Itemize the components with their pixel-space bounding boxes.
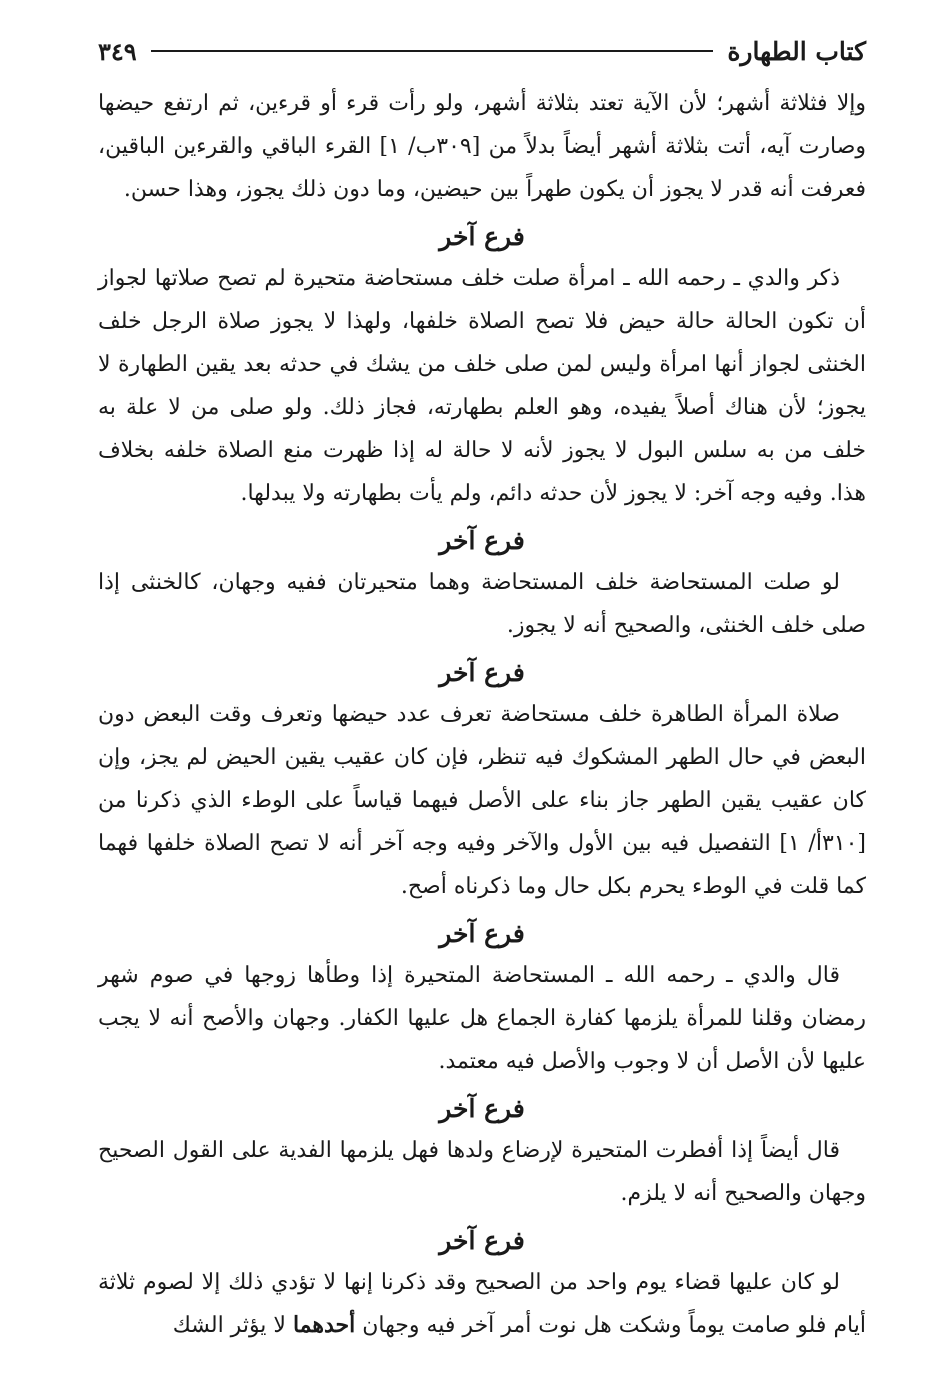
paragraph-text: لا يؤثر الشك — [172, 1313, 286, 1338]
page-body — [98, 82, 866, 1347]
bold-term: أحدهما — [292, 1312, 356, 1338]
page-header — [98, 34, 866, 68]
paragraph: ذكر والدي ـ رحمه الله ـ امرأة صلت خلف مستحاضة متحيرة لم تصح صلاتها لجواز أن تكون الحالة حالة حيض فلا تصح الصلاة خلفها، ولهذا لا يجوز صلاة الرجل خلف الخنثى لجواز أنها امرأة وليس لمن صلى خلف من يشك في حدثه بعد يقين الطهارة لا يجوز؛ لأن هناك أصلاً يفيده، وهو العلم بطهارته، فجاز ذلك. ولو صلى من لا علة به خلف من به سلس البول لا يجوز لأنه لا حالة له إذا ظهرت منع الصلاة خلفه بخلاف هذا. وفيه وجه آخر: لا يجوز لأن حدثه دائم، ولم يأت بطهارته ولا يبدلها. — [98, 266, 866, 506]
header-rule — [151, 50, 714, 52]
paragraph: لو صلت المستحاضة خلف المستحاضة وهما متحيرتان ففيه وجهان، كالخنثى إذا صلى خلف الخنثى، والصحيح أنه لا يجوز. — [98, 570, 866, 638]
section-heading: فرع آخر — [439, 222, 525, 251]
section-heading: فرع آخر — [439, 526, 525, 555]
page-number: ٣٤٩ — [98, 36, 137, 66]
section-heading: فرع آخر — [439, 658, 525, 687]
section-heading: فرع آخر — [439, 1226, 525, 1255]
paragraph-text: لو كان عليها قضاء يوم واحد من الصحيح وقد ذكرنا إنها لا تؤدي ذلك إلا لصوم ثلاثة أيام فلو صامت يوماً وشكت هل نوت أمر آخر فيه وجهان — [98, 1270, 866, 1338]
paragraph: قال والدي ـ رحمه الله ـ المستحاضة المتحيرة إذا وطأها زوجها في صوم شهر رمضان وقلنا للمرأة يلزمها كفارة الجماع هل عليها الكفار. وجهان والأصح أنه لا يجب عليها لأن الأصل أن لا وجوب والأصل فيه معتمد. — [98, 963, 866, 1074]
paragraph-continuation: وإلا فثلاثة أشهر؛ لأن الآية تعتد بثلاثة أشهر، ولو رأت قرء أو قرءين، ثم ارتفع حيضها وصارت آيه، أتت بثلاثة أشهر أيضاً بدلاً من [٣٠٩ب/ ١] القرء الباقي والقرءين الباقين، فعرفت أنه قدر لا يجوز أن يكون طهراً بين حيضين، وما دون ذلك يجوز، وهذا حسن. — [98, 91, 866, 202]
paragraph: صلاة المرأة الطاهرة خلف مستحاضة تعرف عدد حيضها وتعرف وقت البعض دون البعض في حال الطهر المشكوك فيه تنظر، فإن كان عقيب يقين الحيض لم يجز، وإن كان عقيب يقين الطهر جاز بناء على الأصل فيهما قياساً على الوطء الذي ذكرنا من [٣١٠أ/ ١] التفصيل فيه بين الأول والآخر وفيه وجه آخر أنه لا تصح الصلاة خلفها فهما كما قلت في الوطء يحرم بكل حال وما ذكرناه أصح. — [98, 702, 866, 899]
paragraph: قال أيضاً إذا أفطرت المتحيرة لإرضاع ولدها فهل يلزمها الفدية على القول الصحيح وجهان والصحيح أنه لا يلزم. — [98, 1138, 866, 1206]
section-heading: فرع آخر — [439, 919, 525, 948]
section-heading: فرع آخر — [439, 1094, 525, 1123]
running-title: كتاب الطهارة — [727, 36, 866, 66]
paragraph — [98, 1261, 866, 1347]
